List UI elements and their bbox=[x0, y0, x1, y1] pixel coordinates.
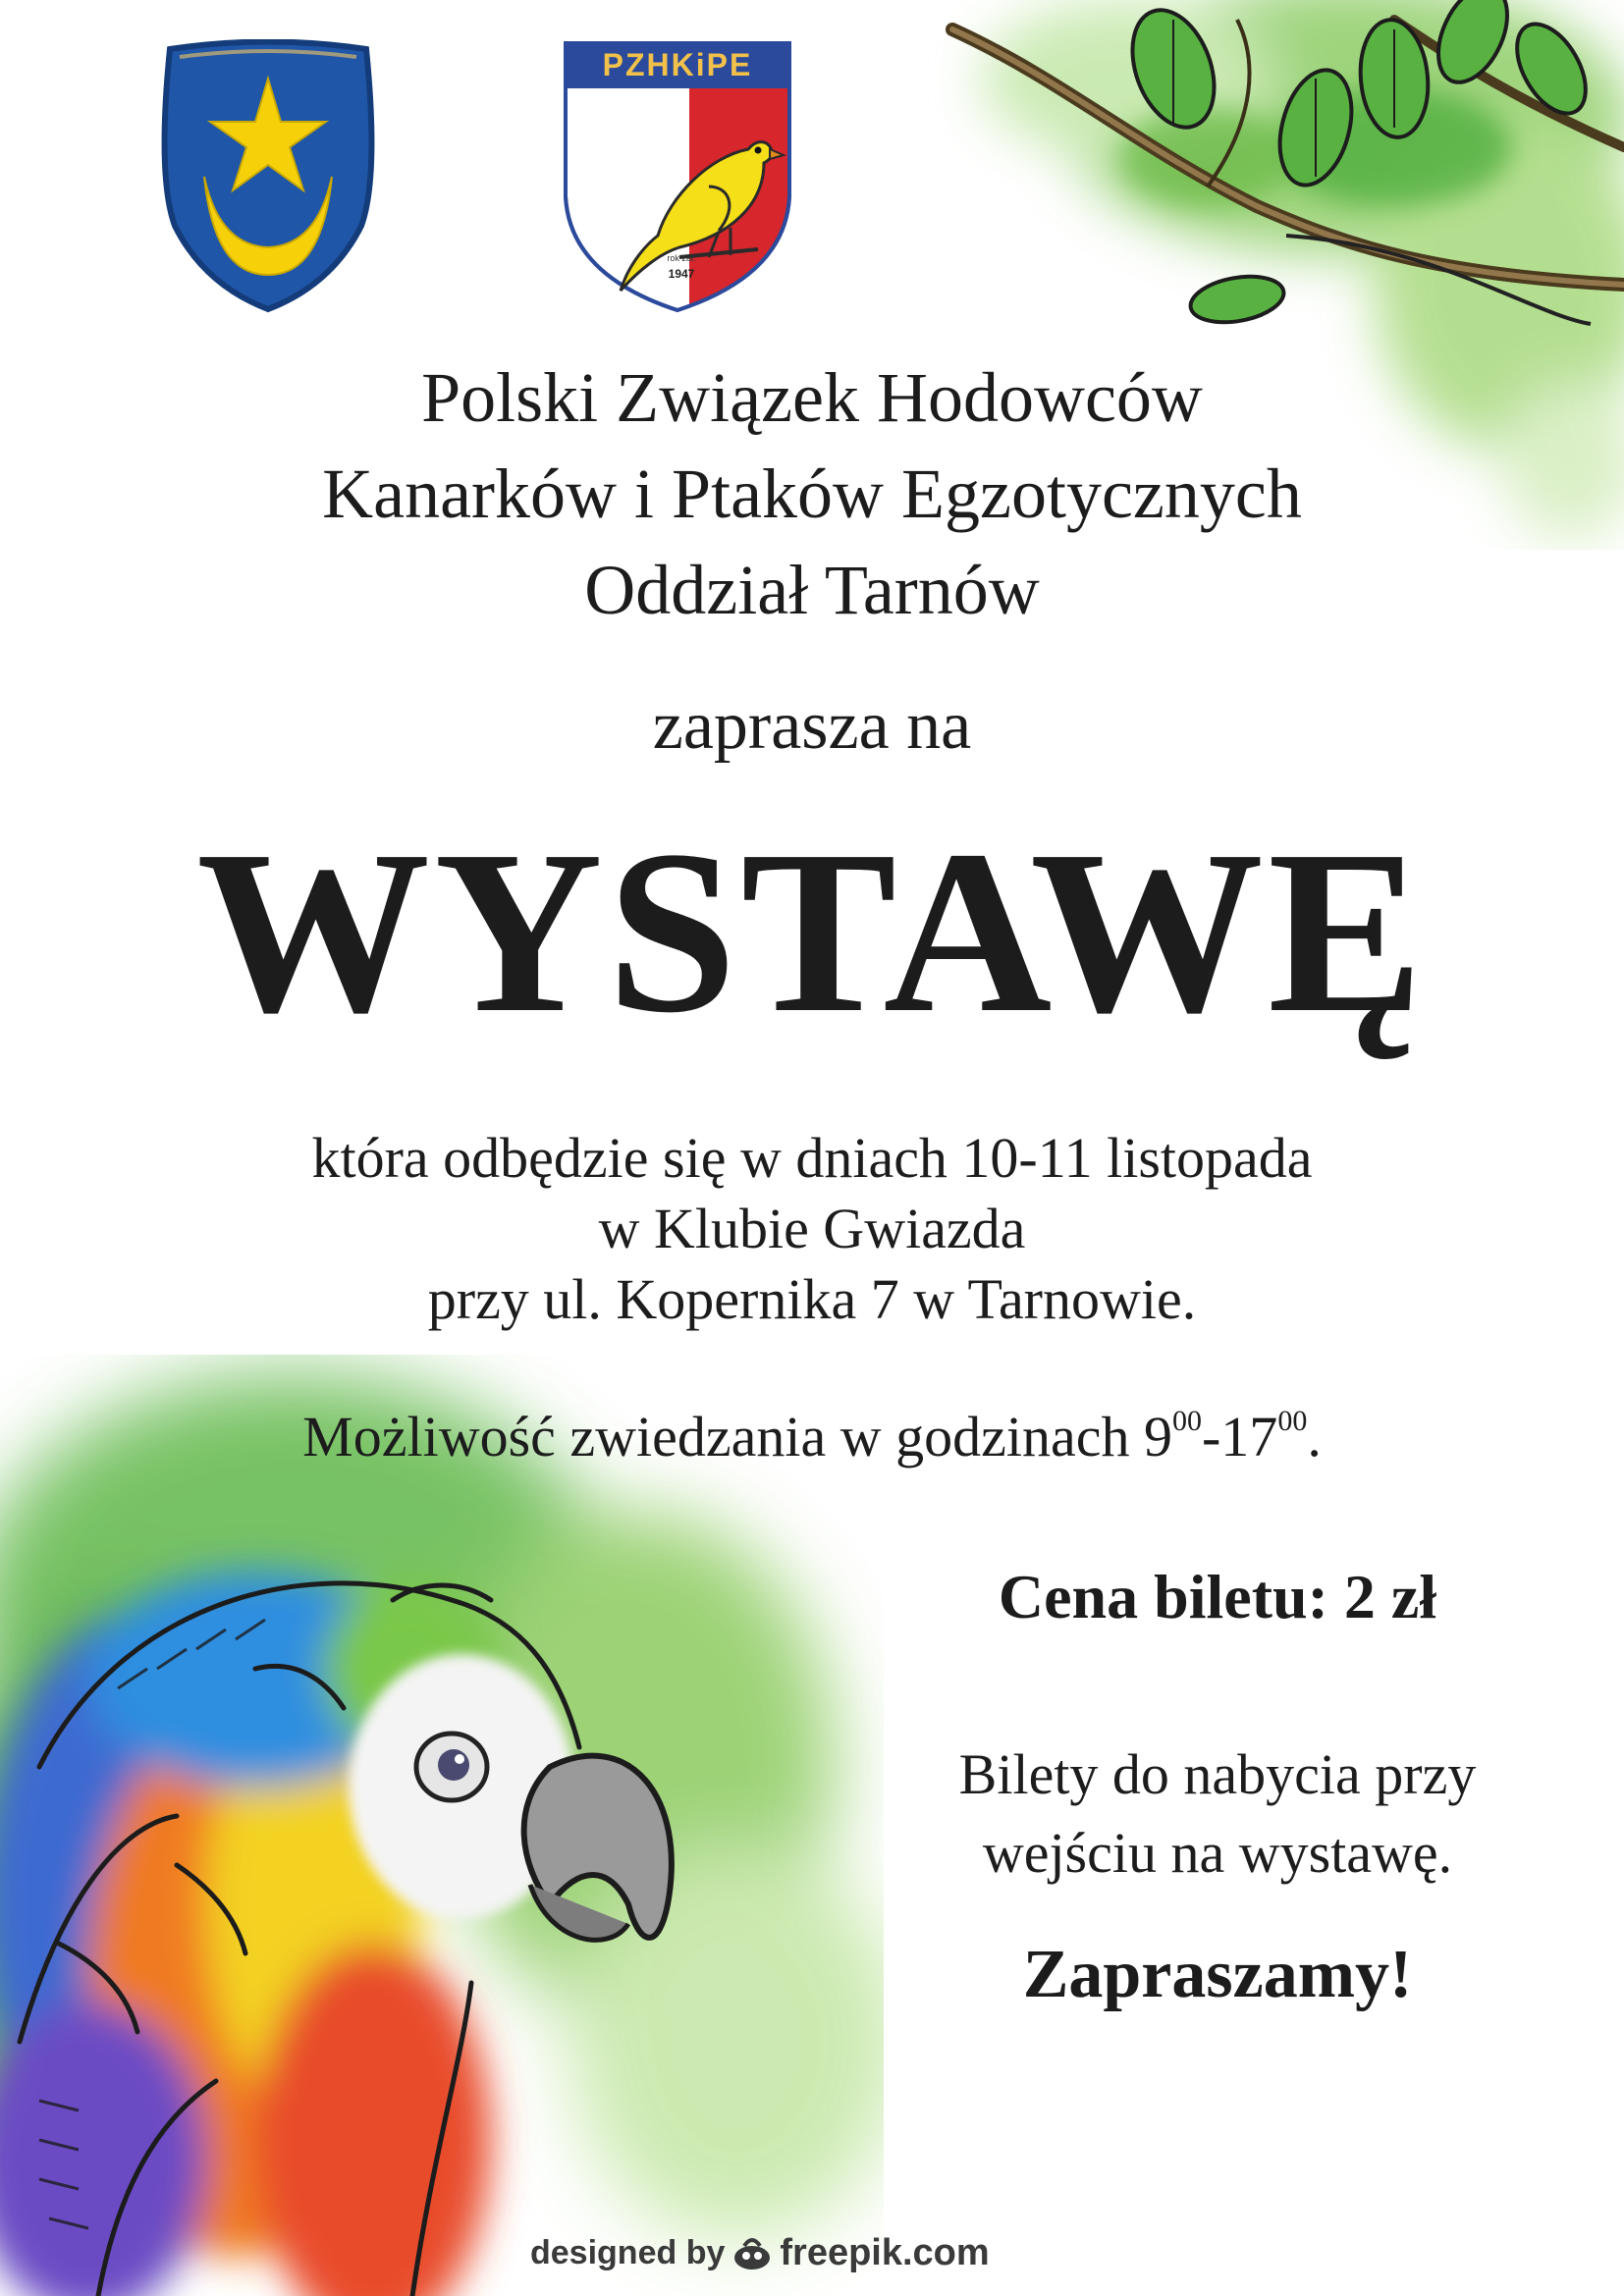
pzhkipe-founded-caption: rok zał. bbox=[667, 253, 696, 263]
closing-invitation: Zapraszamy! bbox=[1022, 1937, 1413, 2012]
hours-dash: -17 bbox=[1201, 1405, 1278, 1468]
organization-header bbox=[0, 349, 1624, 638]
header-line-2: Kanarków i Ptaków Egzotycznych bbox=[322, 454, 1302, 533]
opening-hours bbox=[0, 1404, 1624, 1469]
ticket-info-line-2: wejściu na wystawę. bbox=[982, 1821, 1453, 1885]
header-line-3: Oddział Tarnów bbox=[584, 551, 1040, 629]
tarnow-coat-of-arms-logo bbox=[155, 39, 381, 314]
exhibition-title: WYSTAWĘ bbox=[196, 803, 1428, 1061]
hours-suffix: . bbox=[1307, 1405, 1322, 1468]
pzhkipe-logo bbox=[562, 39, 793, 314]
ticket-info bbox=[884, 1735, 1551, 1893]
invite-text: zaprasza na bbox=[652, 688, 972, 764]
details-line-venue: w Klubie Gwiazda bbox=[598, 1197, 1026, 1260]
pzhkipe-logo-text: PZHKiPE bbox=[602, 47, 753, 82]
credit-prefix: designed by bbox=[530, 2234, 726, 2271]
pzhkipe-founded-year: 1947 bbox=[668, 267, 695, 281]
parrot-watercolor-illustration bbox=[0, 1355, 884, 2296]
event-details bbox=[0, 1123, 1624, 1335]
details-line-address: przy ul. Kopernika 7 w Tarnowie. bbox=[427, 1267, 1197, 1331]
hours-prefix: Możliwość zwiedzania w godzinach 9 bbox=[302, 1405, 1172, 1468]
details-line-dates: która odbędzie się w dniach 10-11 listopada bbox=[311, 1126, 1313, 1190]
ticket-price: Cena biletu: 2 zł bbox=[998, 1562, 1437, 1631]
ticket-info-line-1: Bilety do nabycia przy bbox=[958, 1742, 1477, 1806]
freepik-credit bbox=[530, 2232, 990, 2274]
freepik-icon bbox=[731, 2234, 774, 2273]
hours-end-minutes: 00 bbox=[1277, 1405, 1308, 1437]
header-line-1: Polski Związek Hodowców bbox=[421, 358, 1203, 437]
hours-start-minutes: 00 bbox=[1171, 1405, 1202, 1437]
credit-brand: freepik.com bbox=[780, 2232, 990, 2273]
